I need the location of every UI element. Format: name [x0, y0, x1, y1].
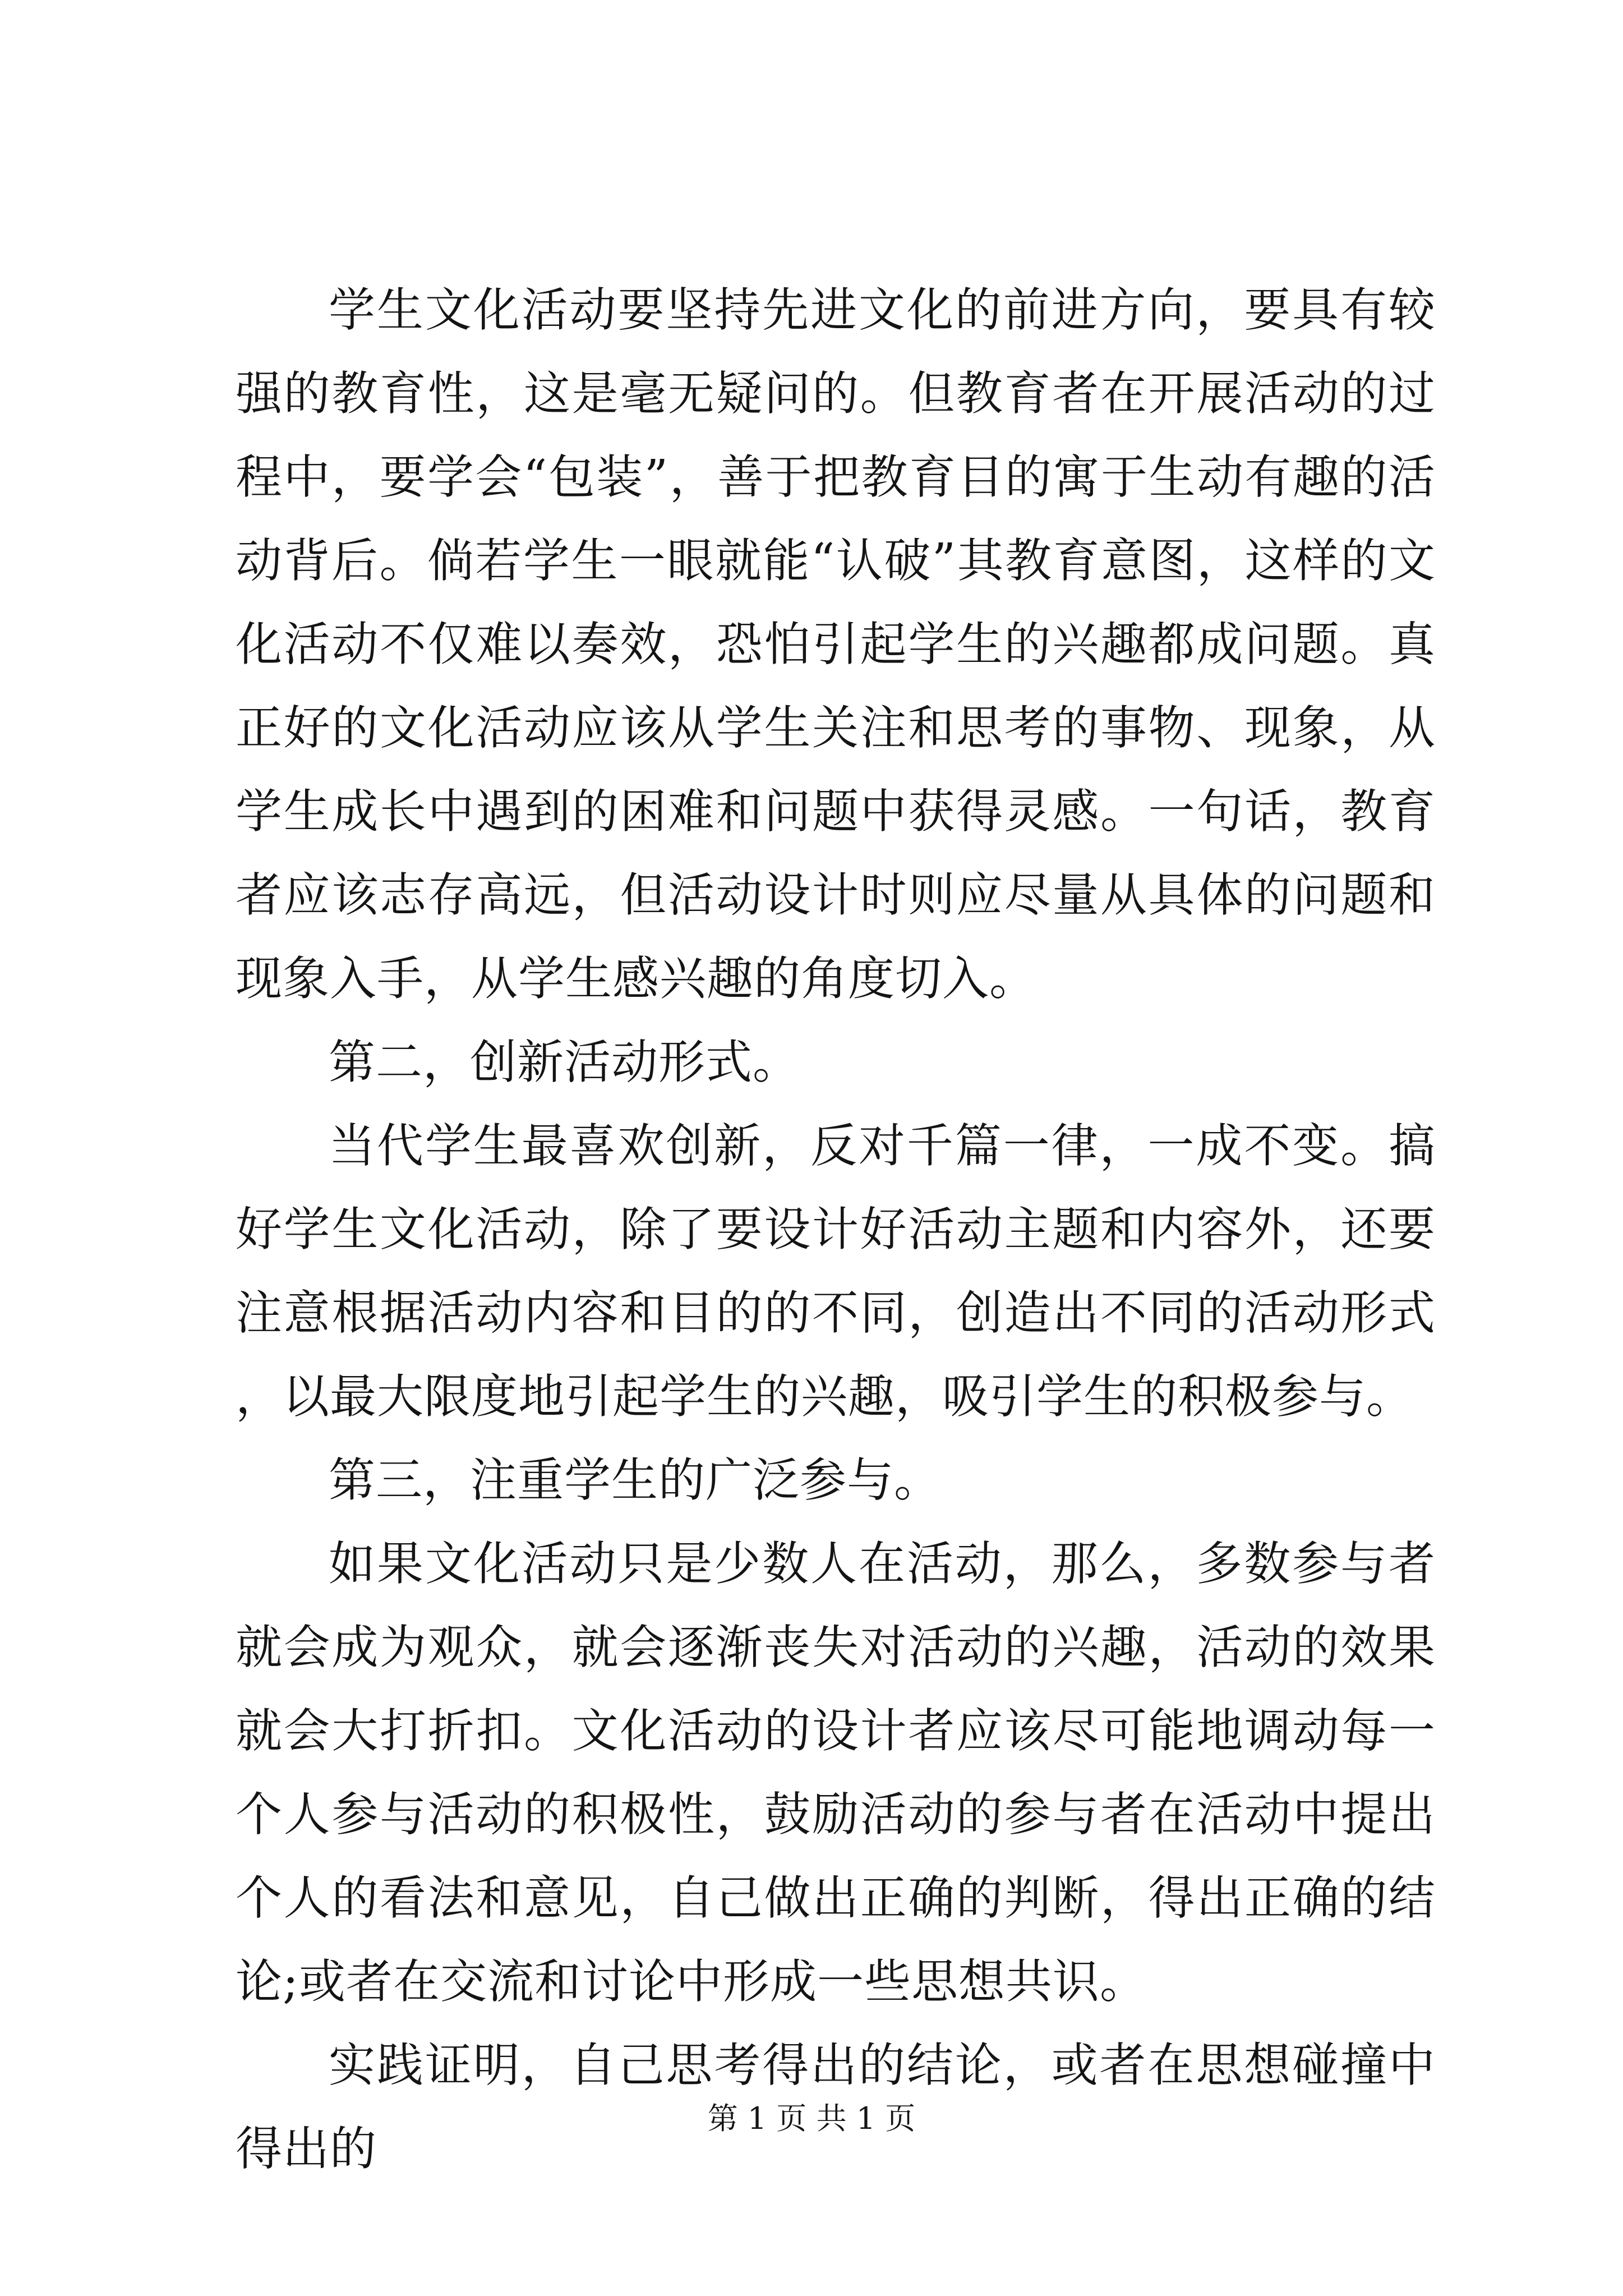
paragraph-3: 当代学生最喜欢创新，反对千篇一律，一成不变。搞好学生文化活动，除了要设计好活动主题和内容外，还要注意根据活动内容和目的的不同，创造出不同的活动形式，以最大限度地引起学生的兴趣，吸引学生的积极参与。 [236, 1119, 1436, 1424]
page-footer: 第 1 页 共 1 页 [707, 2101, 916, 2136]
paragraph-5: 如果文化活动只是少数人在活动，那么，多数参与者就会成为观众，就会逐渐丧失对活动的兴趣，活动的效果就会大打折扣。文化活动的设计者应该尽可能地调动每一个人参与活动的积极性，鼓励活动的参与者在活动中提出个人的看法和意见，自己做出正确的判断，得出正确的结论;或者在交流和讨论中形成一些思想共识。 [236, 1536, 1436, 2009]
paragraph-4-heading: 第三，注重学生的广泛参与。 [329, 1453, 941, 1507]
document-body [236, 268, 1436, 2191]
paragraph-1: 学生文化活动要坚持先进文化的前进方向，要具有较强的教育性，这是毫无疑问的。但教育者在开展活动的过程中，要学会“包装”，善于把教育目的寓于生动有趣的活动背后。倘若学生一眼就能“认破”其教育意图，这样的文化活动不仅难以奏效，恐怕引起学生的兴趣都成问题。真正好的文化活动应该从学生关注和思考的事物、现象，从学生成长中遇到的困难和问题中获得灵感。一句话，教育者应该志存高远，但活动设计时则应尽量从具体的问题和现象入手，从学生感兴趣的角度切入。 [236, 283, 1436, 1006]
paragraph-2-heading: 第二，创新活动形式。 [329, 1035, 800, 1089]
paragraph-6: 实践证明，自己思考得出的结论，或者在思想碰撞中得出的 [236, 2038, 1436, 2176]
